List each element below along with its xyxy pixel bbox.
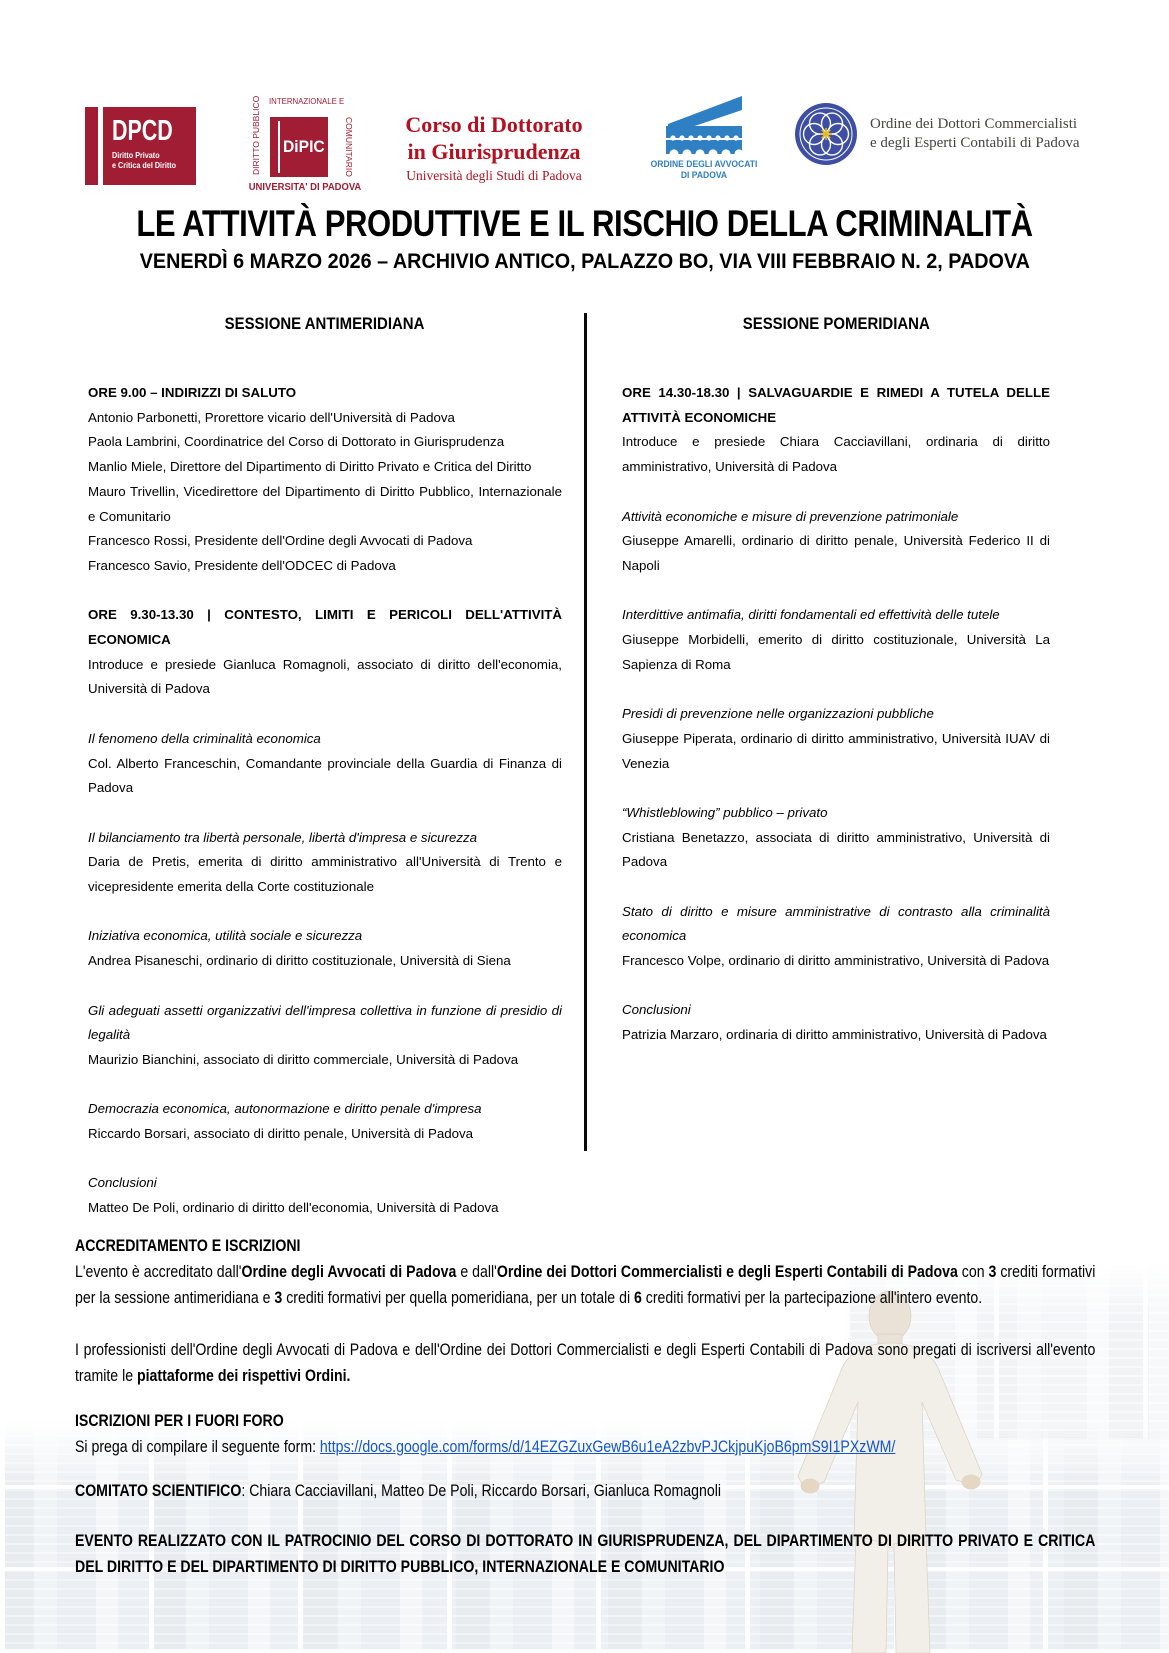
odcec-logo (795, 103, 1080, 165)
program-group (622, 381, 1050, 480)
speaker-line: Col. Alberto Franceschin, Comandante provinciale della Guardia di Finanza di Padova (88, 755, 562, 796)
form-label: Si prega di compilare il seguente form: (75, 1438, 320, 1456)
speaker-line: Introduce e presiede Gianluca Romagnoli, associato di diritto dell'economia, Università di Padova (88, 656, 562, 697)
dipic-abbr: DiPIC (283, 137, 325, 156)
dottorato-line3: Università degli Studi di Padova (406, 168, 582, 183)
talk-topic: Stato di diritto e misure amministrative di contrasto alla criminalità economica (622, 903, 1050, 944)
logo-bar (0, 0, 1169, 210)
dottorato-line2: in Giurisprudenza (407, 139, 581, 164)
accreditation-heading: ACCREDITAMENTO E ISCRIZIONI (75, 1237, 301, 1255)
speaker-line: Introduce e presiede Chiara Cacciavillani, ordinaria di diritto amministrativo, Università di Padova (622, 434, 1050, 475)
program-group (622, 801, 1050, 875)
registration-paragraph (75, 1337, 1095, 1389)
talk-topic: Il bilanciamento tra libertà personale, libertà d'impresa e sicurezza (88, 829, 478, 845)
morning-session-header: SESSIONE ANTIMERIDIANA (225, 314, 425, 333)
dpcd-abbr: DPCD (112, 115, 173, 147)
afternoon-session-column (622, 381, 1050, 1073)
afternoon-session-header: SESSIONE POMERIDIANA (742, 314, 930, 333)
speaker-line: Matteo De Poli, ordinario di diritto dell'economia, Università di Padova (88, 1200, 499, 1216)
dipic-logo (248, 95, 362, 197)
bold-text: Ordine degli Avvocati di Padova (241, 1263, 457, 1281)
odcec-caption-line2: e degli Esperti Contabili di Padova (870, 135, 1080, 151)
dipic-square (270, 117, 328, 177)
title-block (0, 203, 1169, 274)
ordine-avvocati-logo (645, 92, 763, 181)
dipic-text-top: INTERNAZIONALE E (269, 96, 345, 106)
google-form-link[interactable]: https://docs.google.com/forms/d/14EZGZuxGewB6u1eA2zbvPJCkjpuKjoB6pmS9I1PXzWM/ (319, 1438, 896, 1456)
program-group (88, 999, 562, 1073)
speaker-line: Manlio Miele, Direttore del Dipartimento di Diritto Privato e Critica del Diritto (88, 459, 532, 475)
text: crediti formativi per quella pomeridiana, per un totale di (282, 1289, 635, 1307)
speaker-line: Cristiana Benetazzo, associata di diritto amministrativo, Università di Padova (622, 829, 1050, 870)
scientific-committee-line (75, 1478, 1095, 1504)
speaker-line: Daria de Pretis, emerita di diritto amministrativo all'Università di Trento e vicepresidente emerita della Corte costituzionale (88, 854, 562, 895)
session-time-heading: ORE 14.30-18.30 | SALVAGUARDIE E RIMEDI A TUTELA DELLE ATTIVITÀ ECONOMICHE (622, 385, 1050, 425)
speaker-line: Giuseppe Piperata, ordinario di diritto amministrativo, Università IUAV di Venezia (622, 730, 1050, 771)
odcec-caption-line1: Ordine dei Dottori Commercialisti (870, 115, 1078, 132)
accreditation-paragraph (75, 1259, 1095, 1311)
dpcd-logo-box (103, 107, 196, 185)
speaker-line: Francesco Volpe, ordinario di diritto amministrativo, Università di Padova (622, 953, 1050, 969)
fuori-foro-heading: ISCRIZIONI PER I FUORI FORO (75, 1412, 284, 1430)
session-time-heading: ORE 9.30-13.30 | CONTESTO, LIMITI E PERICOLI DELL'ATTIVITÀ ECONOMICA (88, 607, 562, 648)
text: L'evento è accreditato dall' (75, 1263, 242, 1281)
talk-topic: Conclusioni (622, 1002, 691, 1018)
morning-session-column (88, 381, 562, 1245)
dottorato-logo (388, 111, 600, 186)
text: I professionisti dell'Ordine degli Avvocati di Padova e dell'Ordine dei Dottori Commercialisti e degli Esperti Contabili di Padova sono pregati di iscriversi all'evento tramite le (75, 1341, 1096, 1385)
speaker-line: Patrizia Marzaro, ordinaria di diritto amministrativo, Università di Padova (622, 1027, 1047, 1043)
program-group (88, 826, 562, 900)
text: crediti formativi per la sessione antimeridiana e (75, 1263, 1096, 1307)
speaker-line: Mauro Trivellin, Vicedirettore del Dipartimento di Diritto Pubblico, Internazionale e Comunitario (88, 483, 562, 524)
speaker-line: Francesco Rossi, Presidente dell'Ordine degli Avvocati di Padova (88, 533, 473, 549)
dipic-text-right: COMUNITARIO (344, 117, 354, 177)
patronage-paragraph: EVENTO REALIZZATO CON IL PATROCINIO DEL CORSO DI DOTTORATO IN GIURISPRUDENZA, DEL DIPARTIMENTO DI DIRITTO PRIVATO E CRITICA DEL DIRITTO E DEL DIPARTIMENTO DI DIRITTO PUBBLICO, INTERNAZIONALE E COMUNITARIO (75, 1532, 1096, 1576)
program-group (88, 727, 562, 801)
talk-topic: Democrazia economica, autonormazione e diritto penale d'impresa (88, 1101, 482, 1117)
bold-text: piattaforme dei rispettivi Ordini. (137, 1367, 351, 1385)
dipic-stripe (278, 121, 280, 173)
talk-topic: Gli adeguati assetti organizzativi dell'impresa collettiva in funzione di presidio di legalità (88, 1002, 562, 1043)
dpcd-logo (85, 107, 196, 185)
odcec-emblem-icon (795, 103, 857, 165)
speaker-line: Andrea Pisaneschi, ordinario di diritto costituzionale, Università di Siena (88, 953, 511, 969)
dipic-text-left: DIRITTO PUBBLICO (251, 95, 261, 175)
footer-info (75, 1233, 1095, 1580)
dipic-text-bottom: UNIVERSITA' DI PADOVA (248, 181, 362, 193)
talk-topic: Iniziativa economica, utilità sociale e sicurezza (88, 928, 363, 944)
bold-text: 6 (634, 1289, 642, 1307)
bold-text: 3 (988, 1263, 997, 1281)
avvocati-caption-line1: ORDINE DEGLI AVVOCATI (650, 159, 758, 169)
talk-topic: Attività economiche e misure di prevenzione patrimoniale (622, 508, 959, 524)
speaker-line: Paola Lambrini, Coordinatrice del Corso di Dottorato in Giurisprudenza (88, 434, 505, 450)
bold-text: 3 (274, 1289, 283, 1307)
speaker-line: Giuseppe Morbidelli, emerito di diritto costituzionale, Università La Sapienza di Roma (622, 632, 1050, 672)
speaker-line: Maurizio Bianchini, associato di diritto commerciale, Università di Padova (88, 1051, 519, 1067)
avvocati-building-icon (660, 92, 748, 154)
program-group (88, 381, 562, 579)
talk-topic: Il fenomeno della criminalità economica (88, 730, 321, 746)
program-group (88, 1171, 562, 1220)
program-group (622, 702, 1050, 776)
page-title: LE ATTIVITÀ PRODUTTIVE E IL RISCHIO DELLA CRIMINALITÀ (136, 203, 1033, 244)
dpcd-caption-line1: Diritto Privato (112, 151, 160, 160)
speaker-line: Giuseppe Amarelli, ordinario di diritto penale, Università Federico II di Napoli (622, 533, 1050, 573)
text: e dall' (456, 1263, 497, 1281)
program-group (622, 603, 1050, 677)
dpcd-logo-bar (85, 107, 98, 185)
bold-text: COMITATO SCIENTIFICO (75, 1482, 242, 1500)
talk-topic: Conclusioni (88, 1175, 157, 1191)
program-group (622, 998, 1050, 1047)
talk-topic: Interdittive antimafia, diritti fondamentali ed effettività delle tutele (622, 607, 1000, 623)
form-line (75, 1434, 1095, 1460)
program-group (622, 900, 1050, 974)
program-group (88, 603, 562, 702)
dottorato-line1: Corso di Dottorato (405, 112, 583, 137)
text: con (957, 1263, 989, 1281)
program-group (88, 924, 562, 973)
program-group (622, 505, 1050, 579)
session-time-heading: ORE 9.00 – INDIRIZZI DI SALUTO (88, 385, 297, 400)
talk-topic: “Whistleblowing” pubblico – privato (622, 804, 828, 820)
dpcd-caption-line2: e Critica del Diritto (112, 161, 177, 170)
page-subtitle: VENERDÌ 6 MARZO 2026 – ARCHIVIO ANTICO, PALAZZO BO, VIA VIII FEBBRAIO N. 2, PADOVA (139, 249, 1030, 273)
talk-topic: Presidi di prevenzione nelle organizzazioni pubbliche (622, 706, 934, 722)
text: : Chiara Cacciavillani, Matteo De Poli, Riccardo Borsari, Gianluca Romagnoli (241, 1482, 721, 1500)
speaker-line: Antonio Parbonetti, Prorettore vicario dell'Università di Padova (88, 409, 455, 425)
speaker-line: Riccardo Borsari, associato di diritto penale, Università di Padova (88, 1126, 474, 1141)
text: crediti formativi per la partecipazione all'intero evento. (641, 1289, 983, 1307)
program-group (88, 1097, 562, 1146)
avvocati-caption-line2: DI PADOVA (680, 170, 728, 180)
speaker-line: Francesco Savio, Presidente dell'ODCEC di Padova (88, 557, 396, 573)
bold-text: Ordine dei Dottori Commercialisti e degli Esperti Contabili di Padova (496, 1263, 958, 1281)
column-divider (584, 313, 587, 1151)
